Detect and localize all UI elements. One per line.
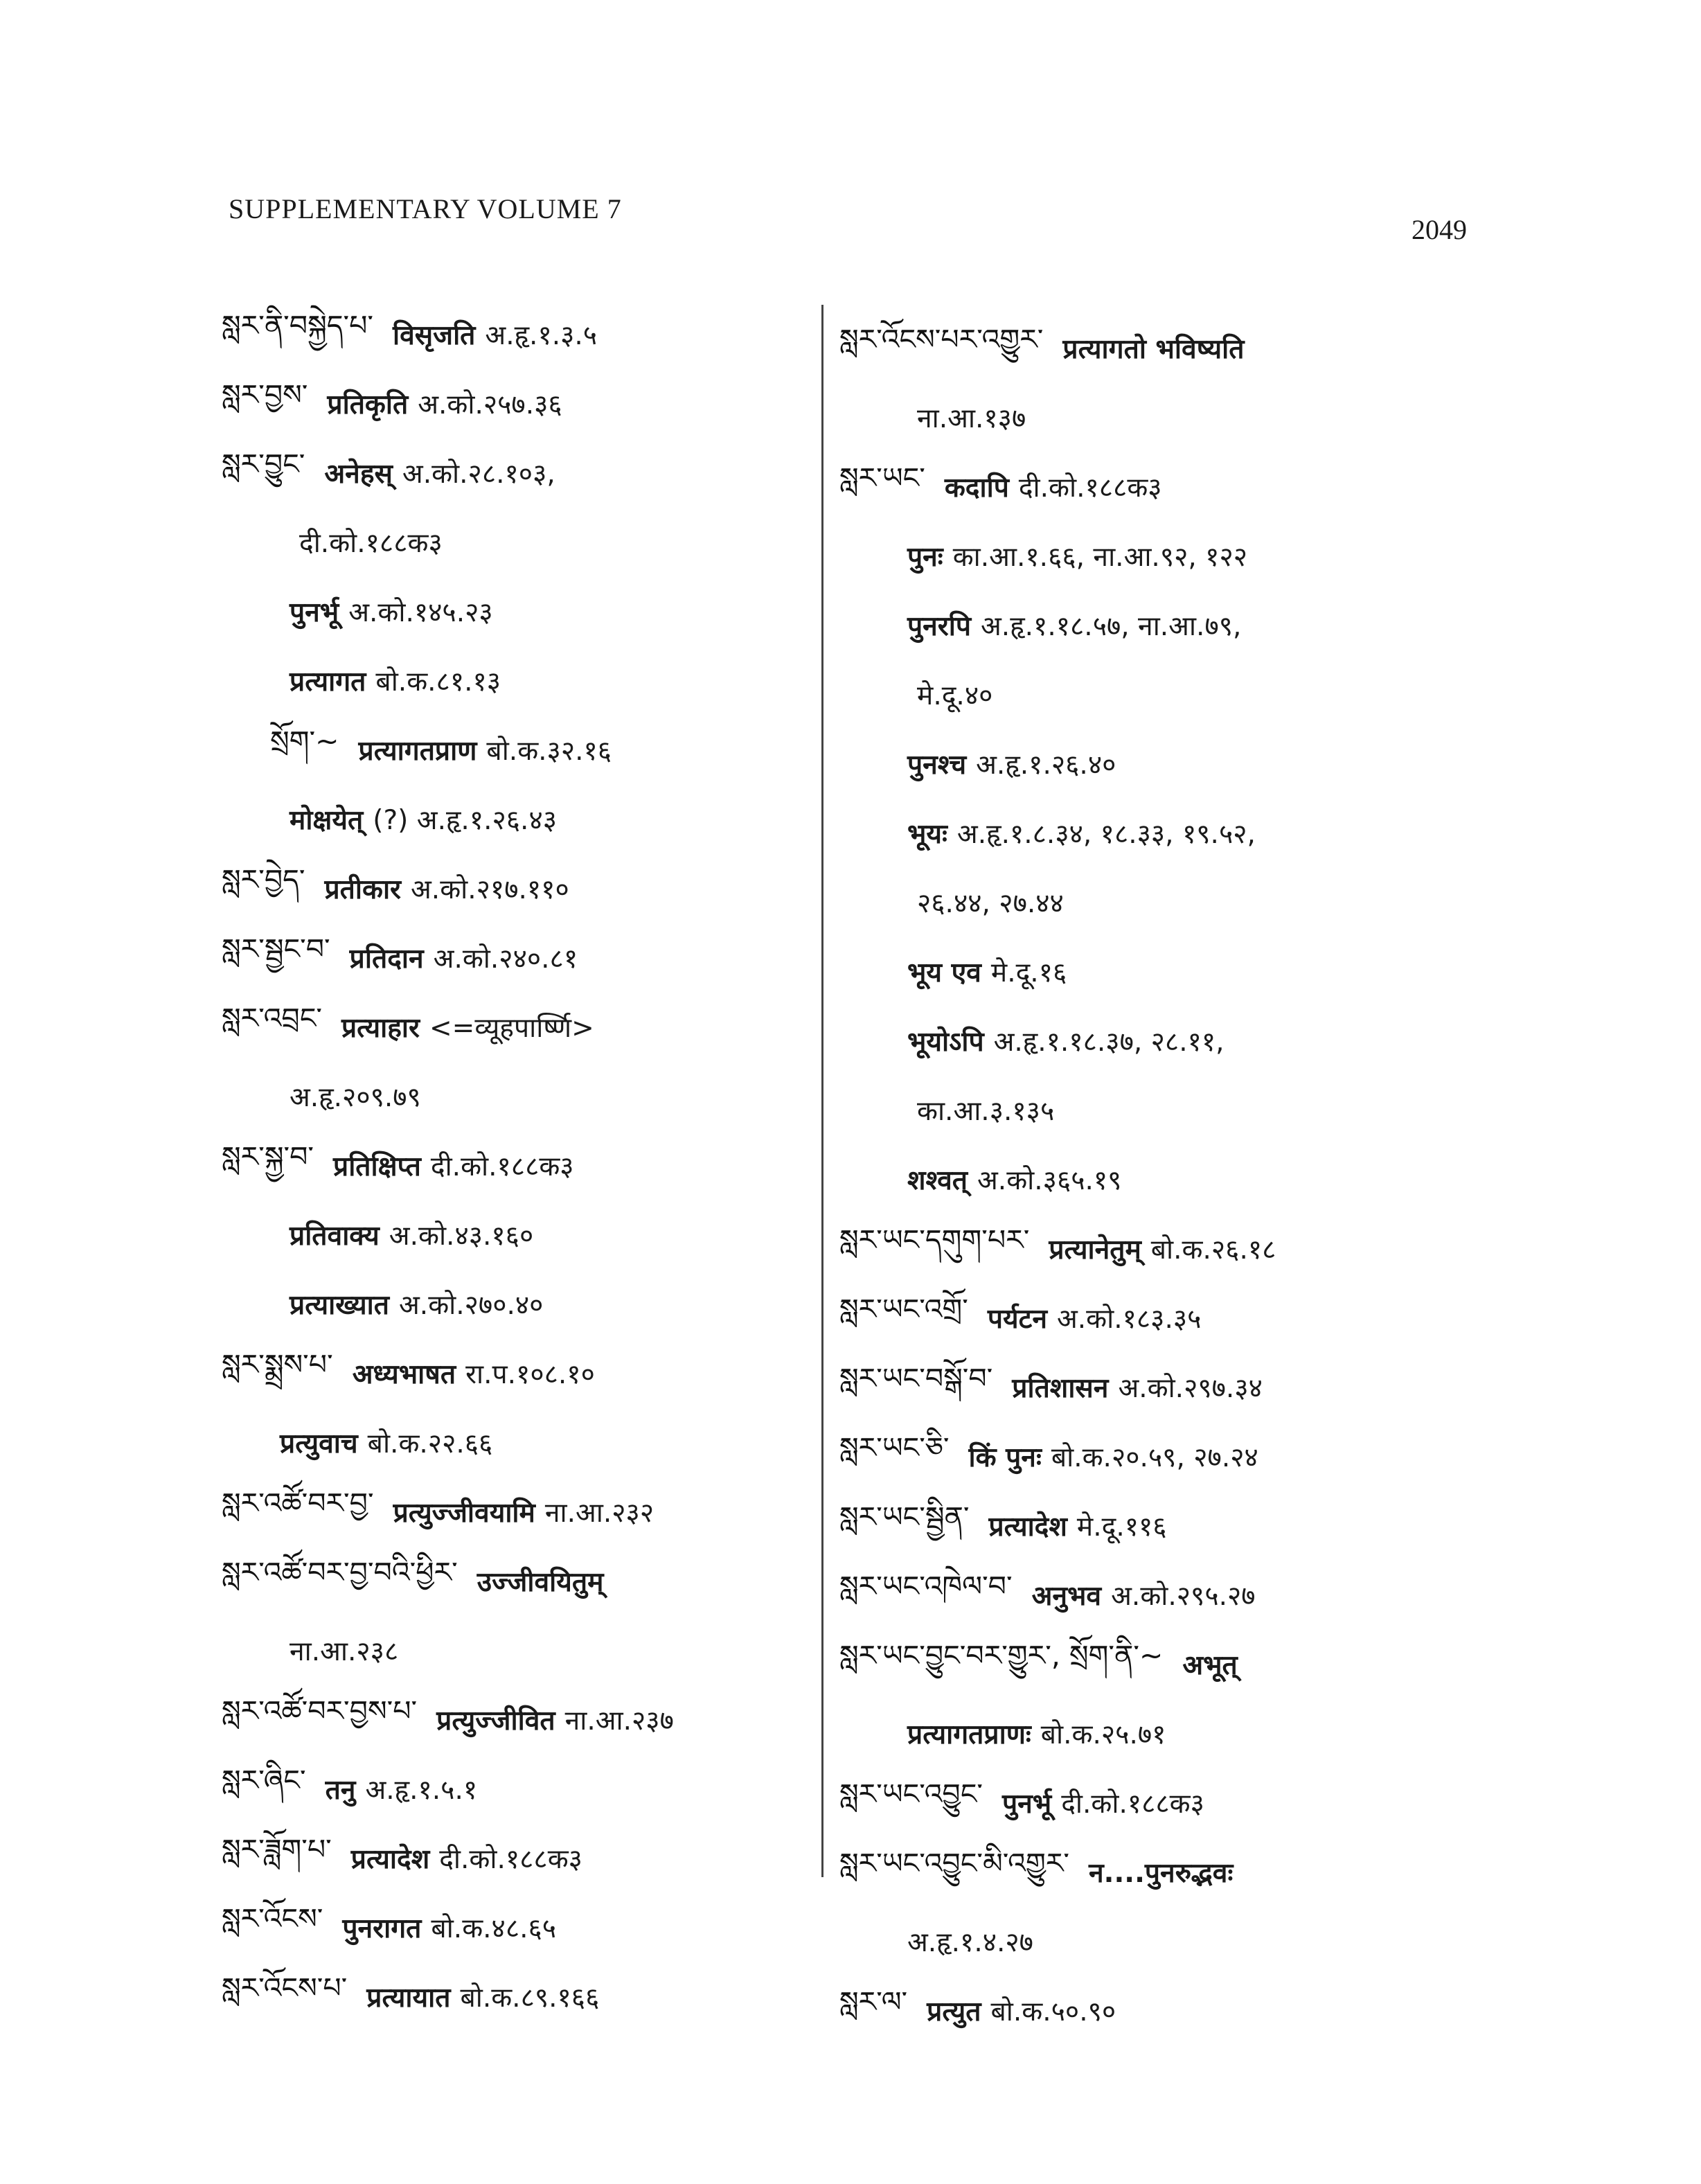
source-reference: बो.क.२०.५९, २७.२४	[1051, 1441, 1258, 1473]
dictionary-entry	[222, 576, 831, 646]
dictionary-entry	[222, 1823, 831, 1892]
source-reference: ना.आ.२३८	[290, 1635, 399, 1667]
tibetan-headword: སླར་ཡང་	[839, 461, 925, 495]
sanskrit-equivalent: पुनरपि	[907, 610, 972, 642]
source-reference: अ.को.२५७.३६	[418, 389, 562, 420]
dictionary-entry	[839, 521, 1449, 590]
tibetan-headword: སྲོག་~	[270, 724, 339, 758]
source-reference: अ.हृ.२०९.७९	[290, 1081, 421, 1113]
sanskrit-equivalent: प्रत्याहार	[341, 1012, 420, 1044]
sanskrit-equivalent: अनुभव	[1031, 1580, 1102, 1612]
source-reference: बो.क.५०.९०	[990, 1996, 1116, 2027]
source-reference: अ.को.४३.१६०	[389, 1220, 534, 1252]
dictionary-entry	[222, 1754, 831, 1823]
dictionary-entry	[222, 507, 831, 576]
dictionary-entry	[839, 1629, 1449, 1698]
sanskrit-equivalent: प्रत्यागत	[290, 666, 366, 698]
sanskrit-equivalent: प्रतीकार	[324, 873, 401, 905]
source-reference: अ.हृ.१.३.५	[485, 319, 598, 351]
source-reference: ना.आ.१३७	[917, 402, 1026, 434]
source-reference: <=व्यूहपार्ष्णि>	[429, 1012, 594, 1044]
source-reference: बो.क.८१.१३	[375, 666, 501, 698]
sanskrit-equivalent: अध्यभाषत	[352, 1358, 456, 1390]
dictionary-entry	[839, 1560, 1449, 1629]
source-reference: बो.क.३२.१६	[486, 735, 612, 767]
dictionary-entry	[222, 1477, 831, 1546]
source-reference: अ.को.२८.१०३,	[402, 458, 555, 490]
source-reference: बो.क.४८.६५	[431, 1912, 557, 1944]
sanskrit-equivalent: प्रत्युवाच	[280, 1428, 358, 1459]
sanskrit-equivalent: प्रत्युज्जीवित	[436, 1705, 555, 1737]
dictionary-entry	[839, 590, 1449, 659]
tibetan-headword: སླར་འོངས་པར་འགྱུར་	[839, 322, 1044, 356]
tibetan-headword: སླར་འཚོ་བར་བྱ་	[222, 1486, 374, 1520]
tibetan-headword: སླར་ཞིང་	[222, 1763, 306, 1797]
dictionary-entry	[839, 1491, 1449, 1560]
dictionary-entry	[222, 923, 831, 992]
sanskrit-equivalent: अभूत्	[1182, 1649, 1238, 1681]
sanskrit-equivalent: प्रतिक्षिप्त	[333, 1151, 421, 1182]
sanskrit-equivalent: कदापि	[944, 472, 1009, 504]
tibetan-headword: སླར་ལ་	[839, 1985, 908, 2018]
source-reference: ना.आ.२३२	[544, 1497, 654, 1529]
dictionary-entry	[839, 452, 1449, 521]
dictionary-entry	[839, 382, 1449, 452]
dictionary-entry	[222, 1130, 831, 1200]
source-reference: बो.क.२६.१८	[1150, 1234, 1276, 1266]
sanskrit-equivalent: प्रत्युज्जीवयामि	[393, 1497, 535, 1529]
source-reference: मे.दू.४०	[917, 680, 993, 711]
tibetan-headword: སླར་ཡང་འབྱུང་	[839, 1777, 983, 1811]
sanskrit-equivalent: किं पुनः	[968, 1441, 1042, 1473]
dictionary-entry	[222, 1200, 831, 1269]
source-reference: का.आ.३.१३५	[917, 1095, 1055, 1127]
tibetan-headword: སླར་སྨྲས་པ་	[222, 1347, 333, 1381]
source-reference: अ.को.२९७.३४	[1118, 1372, 1263, 1404]
sanskrit-equivalent: तनु	[325, 1774, 356, 1806]
source-reference: मे.दू.१६	[990, 957, 1067, 988]
dictionary-entry	[222, 1061, 831, 1130]
source-reference: बो.क.८९.१६६	[460, 1982, 600, 2014]
dictionary-entry	[222, 853, 831, 923]
dictionary-entry	[222, 646, 831, 715]
source-reference: अ.हृ.१.४.२७	[907, 1926, 1033, 1958]
sanskrit-equivalent: प्रत्यागतप्राणः	[907, 1719, 1031, 1750]
source-reference: बो.क.२५.७१	[1040, 1719, 1166, 1750]
source-reference: रा.प.१०८.१०	[465, 1358, 595, 1390]
sanskrit-equivalent: अनेहस्	[324, 458, 393, 490]
sanskrit-equivalent: उज्जीवयितुम्	[477, 1566, 604, 1598]
sanskrit-equivalent: भूयोऽपि	[907, 1026, 984, 1058]
sanskrit-equivalent: प्रतिशासन	[1012, 1372, 1109, 1404]
sanskrit-equivalent: प्रतिदान	[349, 943, 424, 975]
sanskrit-equivalent: प्रत्यादेश	[350, 1843, 430, 1875]
sanskrit-equivalent: प्रत्याख्यात	[290, 1289, 389, 1321]
sanskrit-equivalent: पुनर्भू	[1001, 1788, 1052, 1820]
right-column	[839, 313, 1449, 2045]
source-reference: दी.को.१८८क३	[439, 1843, 582, 1875]
sanskrit-equivalent: प्रतिवाक्य	[290, 1220, 380, 1252]
source-reference: अ.हृ.१.१८.५७, ना.आ.७९,	[981, 610, 1242, 642]
tibetan-headword: སླར་ཡང་འབྱུང་མི་འགྱུར་	[839, 1846, 1069, 1880]
sanskrit-equivalent: मोक्षयेत्	[290, 804, 364, 836]
source-reference: अ.हृ.१.१८.३७, २८.११,	[993, 1026, 1224, 1058]
source-reference: अ.को.३६५.१९	[977, 1164, 1122, 1196]
sanskrit-equivalent: प्रत्यानेतुम्	[1049, 1234, 1141, 1266]
tibetan-headword: སླར་ཡང་འཁེལ་བ་	[839, 1569, 1013, 1603]
dictionary-entry	[839, 1214, 1449, 1283]
tibetan-headword: སླར་ཡང་བསྒོ་བ་	[839, 1361, 993, 1395]
sanskrit-equivalent: पुनरागत	[342, 1912, 422, 1944]
source-reference: अ.को.२७०.४०	[399, 1289, 544, 1321]
source-reference: मे.दू.११६	[1076, 1511, 1167, 1543]
tibetan-headword: སླར་འོངས་	[222, 1901, 323, 1935]
dictionary-entry	[222, 715, 831, 784]
tibetan-headword: སླར་སྦྱང་བ་	[222, 932, 330, 966]
source-reference: दी.को.१८८क३	[430, 1151, 574, 1182]
dictionary-entry	[839, 1837, 1449, 1906]
sanskrit-equivalent: पुनश्च	[907, 749, 967, 781]
dictionary-entry	[839, 729, 1449, 798]
tibetan-headword: སླར་འོངས་པ་	[222, 1971, 348, 2005]
dictionary-entry	[839, 1906, 1449, 1976]
source-reference: बो.क.२२.६६	[367, 1428, 493, 1459]
dictionary-entry	[839, 798, 1449, 867]
sanskrit-equivalent: न....पुनरुद्भवः	[1088, 1857, 1234, 1889]
sanskrit-equivalent: भूयः	[907, 818, 947, 850]
sanskrit-equivalent: शश्वत्	[907, 1164, 968, 1196]
source-reference: दी.को.१८८क३	[299, 527, 443, 559]
tibetan-headword: སླར་འཚོ་བར་བྱ་བའི་ཕྱིར་	[222, 1555, 458, 1589]
sanskrit-equivalent: पुनर्भू	[290, 596, 339, 628]
running-header: SUPPLEMENTARY VOLUME 7	[229, 193, 622, 224]
sanskrit-equivalent: प्रतिकृति	[327, 389, 409, 420]
dictionary-entry	[839, 1006, 1449, 1075]
sanskrit-equivalent: प्रत्युत	[927, 1996, 981, 2027]
dictionary-entry	[839, 936, 1449, 1006]
dictionary-entry	[839, 1075, 1449, 1144]
dictionary-entry	[222, 299, 831, 369]
dictionary-entry	[839, 313, 1449, 382]
dictionary-entry	[222, 784, 831, 853]
source-reference: अ.को.१४५.२३	[348, 596, 493, 628]
tibetan-headword: སླར་འབྲང་	[222, 1001, 322, 1035]
dictionary-entry	[839, 1976, 1449, 2045]
sanskrit-equivalent: भूय एव	[907, 957, 981, 988]
tibetan-headword: སླར་བྱེད་	[222, 862, 305, 896]
source-reference: अ.को.२९५.२७	[1111, 1580, 1256, 1612]
source-reference: ना.आ.२३७	[564, 1705, 674, 1737]
sanskrit-equivalent: विसृजति	[392, 319, 476, 351]
source-reference: अ.हृ.१.५.१	[365, 1774, 478, 1806]
dictionary-entry	[222, 1615, 831, 1685]
tibetan-headword: སླར་སྐྱ་བ་	[222, 1139, 314, 1173]
dictionary-entry	[839, 1352, 1449, 1421]
dictionary-entry	[222, 1408, 831, 1477]
source-reference: (?) अ.हृ.१.२६.४३	[373, 804, 558, 836]
dictionary-entry	[839, 1144, 1449, 1214]
dictionary-entry	[839, 659, 1449, 729]
dictionary-entry	[222, 1338, 831, 1408]
source-reference: अ.हृ.१.८.३४, १८.३३, १९.५२,	[956, 818, 1256, 850]
dictionary-entry	[222, 992, 831, 1061]
left-column	[222, 299, 831, 2031]
dictionary-entry	[222, 1546, 831, 1615]
source-reference: दी.को.१८८क३	[1061, 1788, 1204, 1820]
source-reference: का.आ.१.६६, ना.आ.९२, १२२	[952, 541, 1248, 573]
source-reference: अ.को.२४०.८१	[433, 943, 578, 975]
dictionary-entry	[222, 1962, 831, 2031]
dictionary-entry	[839, 1421, 1449, 1491]
tibetan-headword: སླར་འཚོ་བར་བྱས་པ་	[222, 1694, 418, 1728]
dictionary-entry	[222, 1269, 831, 1338]
sanskrit-equivalent: प्रत्यागतप्राण	[358, 735, 477, 767]
tibetan-headword: སླར་བྱས་	[222, 378, 308, 411]
tibetan-headword: སླར་ཡང་ཅི་	[839, 1430, 950, 1464]
source-reference: अ.को.२१७.११०	[411, 873, 569, 905]
sanskrit-equivalent: पर्यटन	[987, 1303, 1047, 1335]
source-reference: अ.को.१८३.३५	[1056, 1303, 1202, 1335]
dictionary-entry	[839, 1768, 1449, 1837]
dictionary-entry	[222, 1685, 831, 1754]
tibetan-headword: སླར་ཡང་འགྲོ་	[839, 1292, 968, 1326]
source-reference: अ.हृ.१.२६.४०	[976, 749, 1116, 781]
dictionary-entry	[839, 1698, 1449, 1768]
sanskrit-equivalent: प्रत्यागतो भविष्यति	[1062, 333, 1245, 365]
sanskrit-equivalent: पुनः	[907, 541, 943, 573]
sanskrit-equivalent: प्रत्यादेश	[988, 1511, 1067, 1543]
tibetan-headword: སླར་ཡང་དགུག་པར་	[839, 1223, 1030, 1257]
tibetan-headword: སླར་བྱུང་	[222, 447, 305, 481]
dictionary-entry	[839, 1283, 1449, 1352]
source-reference: दी.को.१८८क३	[1018, 472, 1162, 504]
dictionary-entry	[222, 1892, 831, 1962]
column-divider	[821, 305, 823, 1877]
page-number: 2049	[1411, 214, 1467, 245]
tibetan-headword: སླར་ཟློག་པ་	[222, 1832, 332, 1866]
source-reference: २६.४४, २७.४४	[917, 887, 1064, 919]
dictionary-entry	[839, 867, 1449, 936]
tibetan-headword: སླར་ནི་བསྐྱེད་པ་	[222, 308, 373, 342]
sanskrit-equivalent: प्रत्यायात	[366, 1982, 451, 2014]
dictionary-entry	[222, 369, 831, 438]
dictionary-entry	[222, 438, 831, 507]
tibetan-headword: སླར་ཡང་སྦྱིན་	[839, 1500, 970, 1534]
tibetan-headword: སླར་ཡང་བྱུང་བར་གྱུར་, སྲོག་ནི་~	[839, 1638, 1164, 1672]
